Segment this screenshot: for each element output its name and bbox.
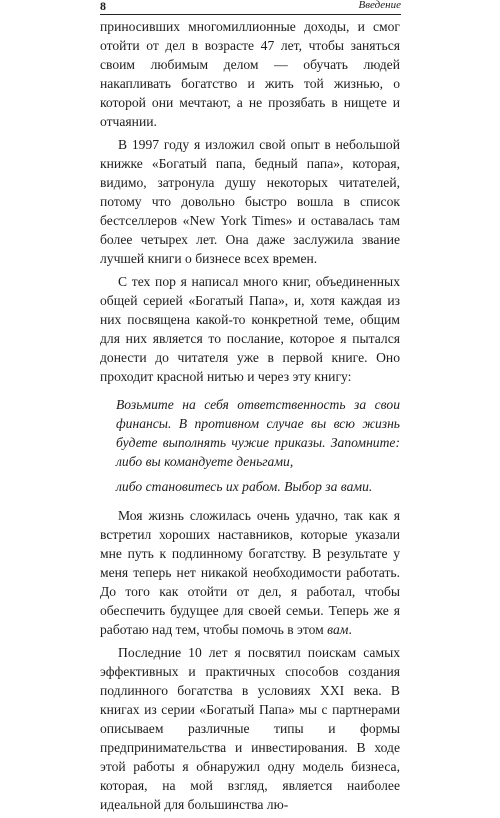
paragraph-series: С тех пор я написал много книг, объединенных общей серией «Богатый Папа», и, хотя каждая из них посвящена какой-то конкретной теме, общим для них является то послание, которое я пытался донести до читателя уже в первой книге. Оно проходит красной нитью и через эту книгу: <box>100 274 400 384</box>
quote-line-1: Возьмите на себя ответственность за свои финансы. В противном случае вы всю жизнь будете выполнять чужие приказы. Запомните: либо вы командуете деньгами, <box>116 397 400 469</box>
section-title: Введение <box>358 0 401 11</box>
running-header <box>100 0 401 15</box>
quote-line-2: либо становитесь их рабом. Выбор за вами. <box>116 479 373 494</box>
page-body <box>100 17 400 818</box>
paragraph-mentors-text: Моя жизнь сложилась очень удачно, так как я встретил хороших наставников, которые указали мне путь к подлинному богатству. В результате у меня теперь нет никакой необходимости работать. До того как отойти от дел, я работал, чтобы обеспечить будущее для своей семьи. Теперь же я работаю над тем, чтобы помочь в этом <box>100 508 400 637</box>
paragraph-last-10-years: Последние 10 лет я посвятил поискам самых эффективных и практичных способов создания подлинного богатства в условиях XXI века. В книгах из серии «Богатый Папа» мы с партнерами описываем различные типы и формы предпринимательства и инвестирования. В ходе этой работы я обнаружил одну модель бизнеса, которая, на мой взгляд, является наиболее идеальной для большинства лю- <box>100 645 400 812</box>
emphasis-you: вам <box>327 622 349 637</box>
paragraph-mentors <box>100 506 400 639</box>
paragraph-continuation: приносивших многомиллионные доходы, и смог отойти от дел в возрасте 47 лет, чтобы заняться своим любимым делом — обучать людей накапливать богатство и жить той жизнью, о которой они мечтают, а не прозябать в нищете и отчаянии. <box>100 19 400 129</box>
paragraph-1997: В 1997 году я изложил свой опыт в небольшой книжке «Богатый папа, бедный папа», которая, видимо, затронула душу некоторых читателей, потому что довольно быстро вошла в список бестселлеров «New York Times» и оставалась там более четырех лет. Она даже заслужила звание лучшей книги о бизнесе всех времен. <box>100 137 400 266</box>
page-number: 8 <box>100 0 106 13</box>
quote-block <box>116 395 400 496</box>
paragraph-mentors-end: . <box>348 622 352 637</box>
